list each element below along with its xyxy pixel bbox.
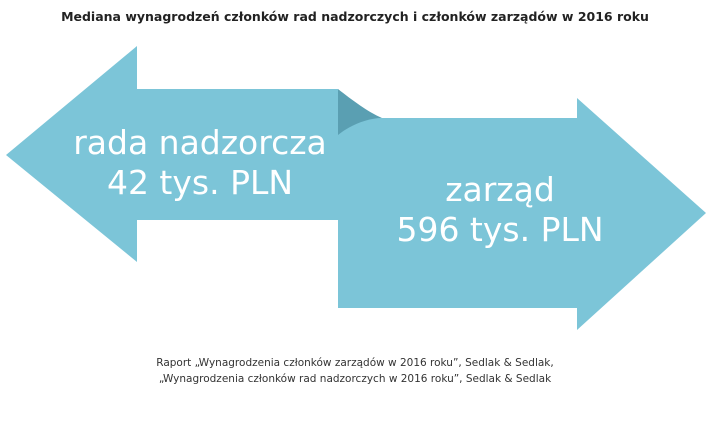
diagram-title: Mediana wynagrodzeń członków rad nadzorczych i członków zarządów w 2016 roku	[61, 9, 649, 24]
left-arrow-value: 42 tys. PLN	[106, 163, 294, 203]
right-arrow-value: 596 tys. PLN	[396, 210, 604, 250]
right-arrow-label	[340, 170, 660, 251]
right-arrow-title: zarząd	[445, 170, 555, 209]
source-note	[0, 355, 710, 388]
source-line-1: Raport „Wynagrodzenia członków zarządów w 2016 roku”, Sedlak & Sedlak,	[156, 357, 554, 369]
left-arrow-title: rada nadzorcza	[73, 123, 327, 162]
source-line-2: „Wynagrodzenia członków rad nadzorczych w 2016 roku”, Sedlak & Sedlak	[158, 373, 552, 386]
left-arrow-label	[40, 123, 360, 204]
